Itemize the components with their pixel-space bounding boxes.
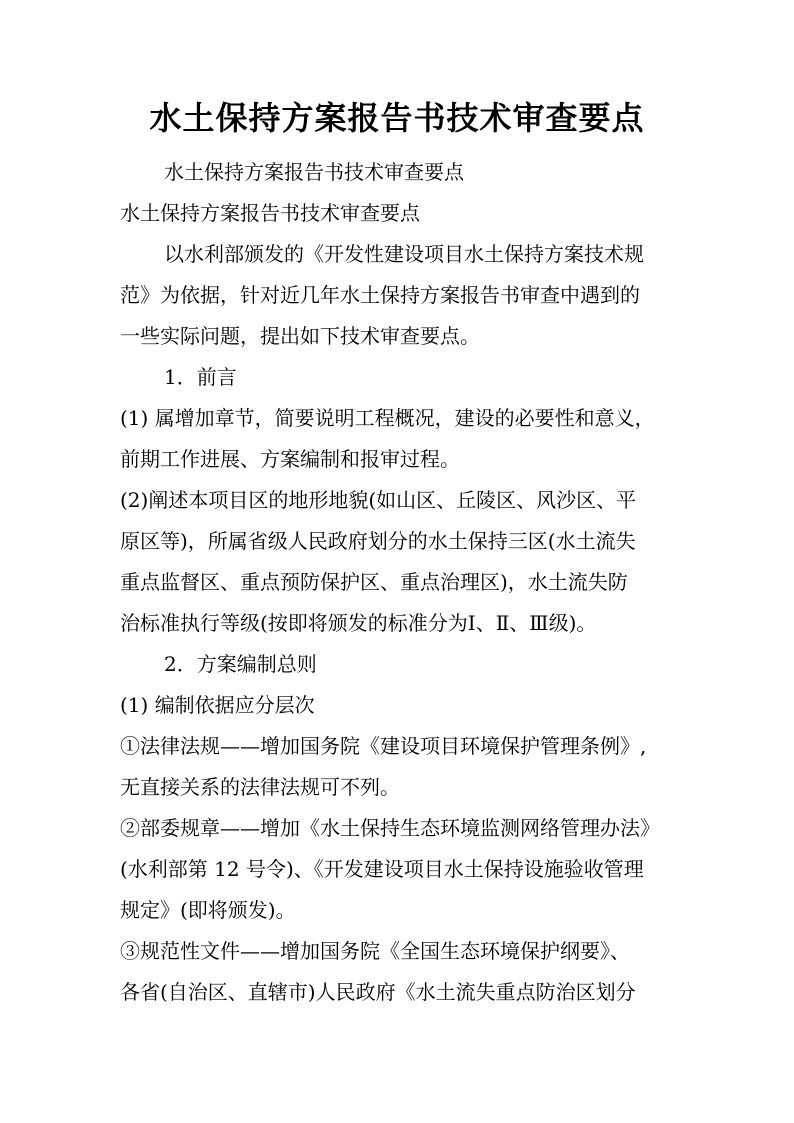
- body-line: ①法律法规——增加国务院《建设项目环境保护管理条例》,: [120, 734, 647, 758]
- section-heading: 2．方案编制总则: [164, 652, 317, 676]
- document-title: 水土保持方案报告书技术审查要点: [149, 99, 645, 137]
- body-line: 重点监督区、重点预防保护区、重点治理区)，水土流失防: [120, 570, 628, 594]
- body-line: 以水利部颁发的《开发性建设项目水土保持方案技术规: [164, 242, 644, 266]
- body-line: 水土保持方案报告书技术审查要点: [164, 160, 464, 184]
- body-line: (水利部第 12 号令)、《开发建设项目水土保持设施验收管理: [120, 857, 644, 881]
- body-line: 规定》(即将颁发)。: [120, 898, 296, 922]
- body-line: 各省(自治区、直辖市)人民政府《水土流失重点防治区划分: [120, 980, 636, 1004]
- body-line: ②部委规章——增加《水土保持生态环境监测网络管理办法》: [120, 816, 660, 840]
- body-line: 前期工作进展、方案编制和报审过程。: [120, 447, 460, 471]
- body-line: 原区等)，所属省级人民政府划分的水土保持三区(水土流失: [120, 529, 636, 553]
- body-line: ③规范性文件——增加国务院《全国生态环境保护纲要》、: [120, 939, 630, 963]
- body-line: (2)阐述本项目区的地形地貌(如山区、丘陵区、风沙区、平: [120, 488, 637, 512]
- body-line: (1) 属增加章节，简要说明工程概况，建设的必要性和意义，: [120, 406, 655, 430]
- body-line: 一些实际问题，提出如下技术审查要点。: [120, 324, 480, 348]
- body-line: (1) 编制依据应分层次: [120, 693, 315, 717]
- body-line: 治标准执行等级(按即将颁发的标准分为Ⅰ、Ⅱ、Ⅲ级)。: [120, 611, 597, 635]
- section-heading: 1．前言: [164, 365, 237, 389]
- body-line: 水土保持方案报告书技术审查要点: [120, 201, 420, 225]
- document-body: [120, 152, 690, 1013]
- body-line: 无直接关系的法律法规可不列。: [120, 775, 400, 799]
- body-line: 范》为依据，针对近几年水土保持方案报告书审查中遇到的: [120, 283, 640, 307]
